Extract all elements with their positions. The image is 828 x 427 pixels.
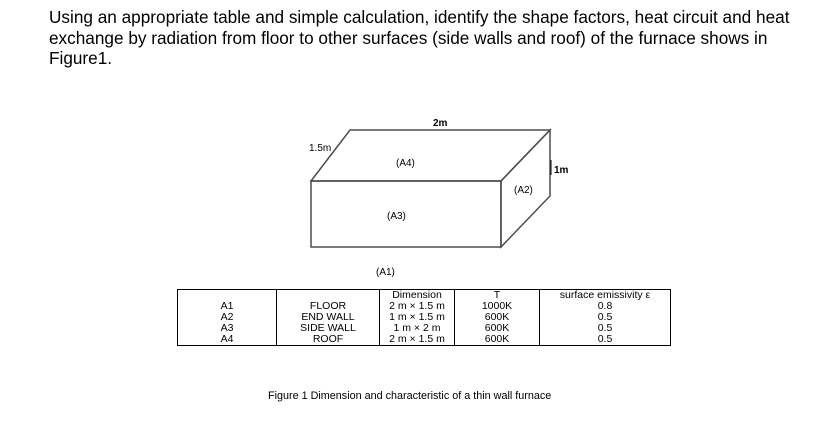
table-cell: 2 m × 1.5 m (380, 334, 455, 346)
table-cell: FLOOR (277, 301, 380, 312)
dim-height-label: 1m (554, 165, 569, 176)
furnace-top-face (311, 130, 550, 181)
table-cell: 600K (455, 334, 540, 346)
table-cell: 1 m × 2 m (380, 323, 455, 334)
table-cell: A3 (178, 323, 277, 334)
table-cell: 0.5 (540, 323, 671, 334)
figure-caption: Figure 1 Dimension and characteristic of a thin wall furnace (268, 390, 552, 402)
table-cell: A1 (178, 301, 277, 312)
table-cell: 0.8 (540, 301, 671, 312)
table-cell: SIDE WALL (277, 323, 380, 334)
table-header-cell: Dimension (380, 290, 455, 302)
dim-length-label: 2m (433, 118, 448, 129)
table-cell: 0.5 (540, 312, 671, 323)
floor-label: (A1) (376, 267, 395, 278)
table-cell: 1 m × 1.5 m (380, 312, 455, 323)
table-cell: END WALL (277, 312, 380, 323)
table-cell: 600K (455, 323, 540, 334)
question-text: Using an appropriate table and simple calculation, identify the shape factors, heat circuit and heat exchange by radiation from floor to other surfaces (side walls and roof) of the furnace shows in Figure1. (49, 7, 790, 68)
table-cell: ROOF (277, 334, 380, 346)
roof-label: (A4) (396, 158, 415, 169)
furnace-spec-table (177, 289, 671, 346)
furnace-front-face (311, 181, 501, 247)
table-cell: 2 m × 1.5 m (380, 301, 455, 312)
table-cell: A2 (178, 312, 277, 323)
side-wall-label: (A3) (387, 211, 406, 222)
dim-width-label: 1.5m (309, 143, 332, 154)
table-cell: 600K (455, 312, 540, 323)
table-header-cell: surface emissivity ε (540, 290, 671, 302)
table-cell: 1000K (455, 301, 540, 312)
end-wall-label: (A2) (514, 185, 533, 196)
table-header-cell: T (455, 290, 540, 302)
table-cell: 0.5 (540, 334, 671, 346)
table-cell: A4 (178, 334, 277, 346)
table-row (178, 334, 671, 346)
